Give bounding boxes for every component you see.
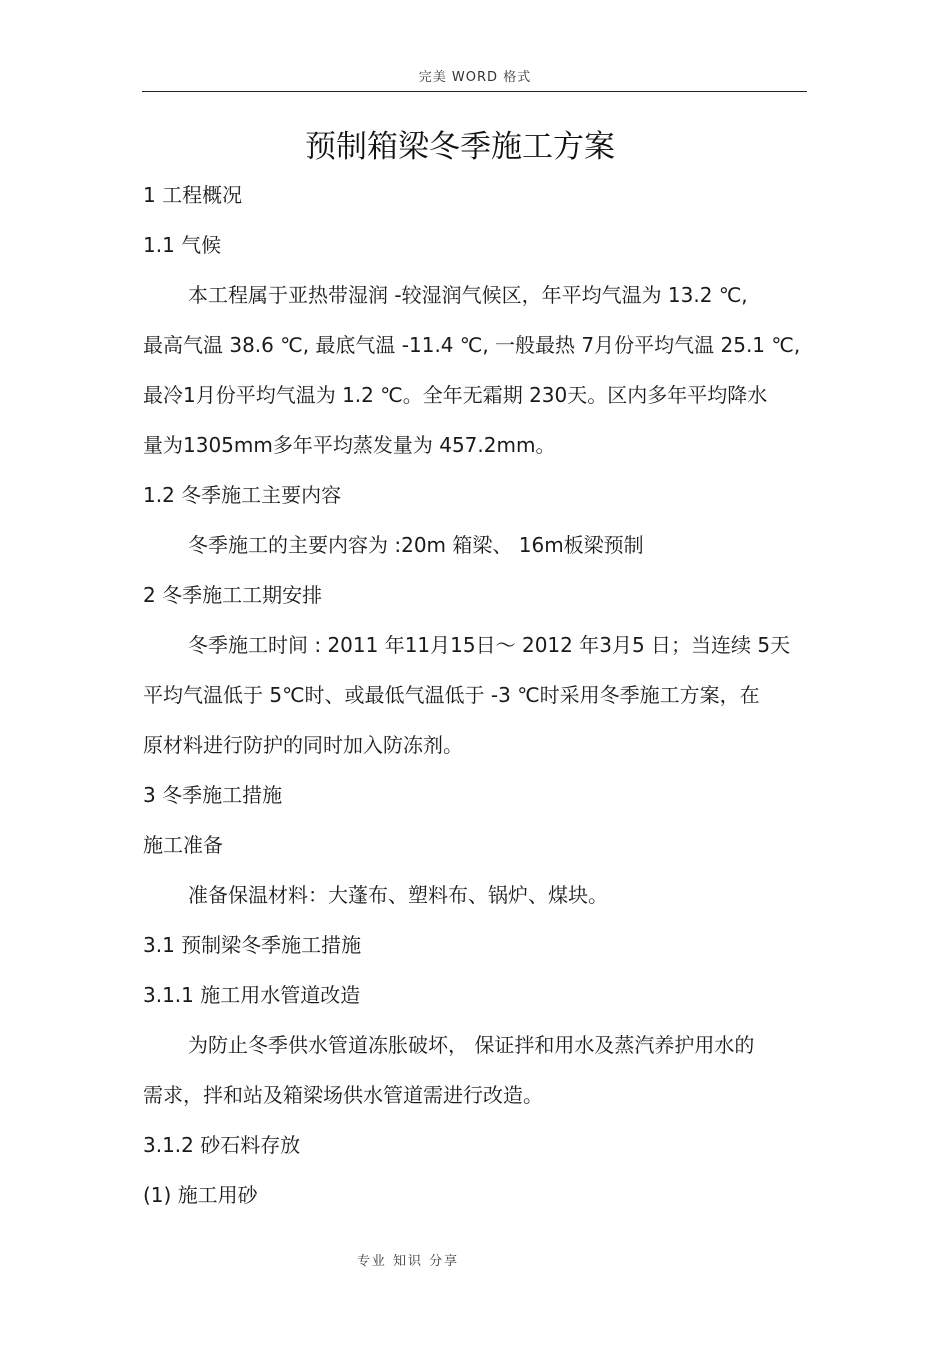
header-divider — [142, 91, 807, 92]
body-paragraph-line: 为防止冬季供水管道冻胀破坏， 保证拌和用水及蒸汽养护用水的 — [188, 1033, 755, 1057]
subsection-heading-3-1: 3.1 预制梁冬季施工措施 — [143, 933, 362, 957]
body-paragraph-line: 最冷1月份平均气温为 1.2 ℃。全年无霜期 230天。区内多年平均降水 — [143, 383, 768, 407]
section-heading-3: 3 冬季施工措施 — [143, 783, 283, 807]
body-paragraph-line: 本工程属于亚热带湿润 -较湿润气候区，年平均气温为 13.2 ℃, — [188, 283, 748, 307]
body-paragraph-line: 冬季施工时间 : 2011 年11月15日～ 2012 年3月5 日；当连续 5天 — [188, 633, 791, 657]
subheading-preparation: 施工准备 — [143, 833, 223, 857]
body-paragraph-line: 平均气温低于 5℃时、或最低气温低于 -3 ℃时采用冬季施工方案，在 — [143, 683, 760, 707]
document-title: 预制箱梁冬季施工方案 — [305, 129, 615, 165]
body-paragraph-line: 冬季施工的主要内容为 :20m 箱梁、 16m板梁预制 — [188, 533, 644, 557]
subsection-heading-1-1: 1.1 气候 — [143, 233, 222, 257]
list-item-heading: (1) 施工用砂 — [143, 1183, 258, 1207]
page-header: 完美 WORD 格式 — [418, 70, 532, 85]
section-heading-1: 1 工程概况 — [143, 183, 243, 207]
subsection-heading-1-2: 1.2 冬季施工主要内容 — [143, 483, 342, 507]
body-paragraph-line: 最高气温 38.6 ℃, 最底气温 -11.4 ℃, 一般最热 7月份平均气温 25.1 ℃, — [143, 333, 801, 357]
document-body — [143, 170, 811, 1220]
page-footer: 专业 知识 分享 — [356, 1254, 460, 1269]
body-paragraph-line: 量为1305mm多年平均蒸发量为 457.2mm。 — [143, 433, 556, 457]
subsection-heading-3-1-1: 3.1.1 施工用水管道改造 — [143, 983, 361, 1007]
body-paragraph-line: 需求，拌和站及箱梁场供水管道需进行改造。 — [143, 1083, 543, 1107]
body-paragraph-line: 原材料进行防护的同时加入防冻剂。 — [143, 733, 463, 757]
body-paragraph-line: 准备保温材料：大蓬布、塑料布、锅炉、煤块。 — [188, 883, 608, 907]
section-heading-2: 2 冬季施工工期安排 — [143, 583, 323, 607]
subsection-heading-3-1-2: 3.1.2 砂石料存放 — [143, 1133, 301, 1157]
